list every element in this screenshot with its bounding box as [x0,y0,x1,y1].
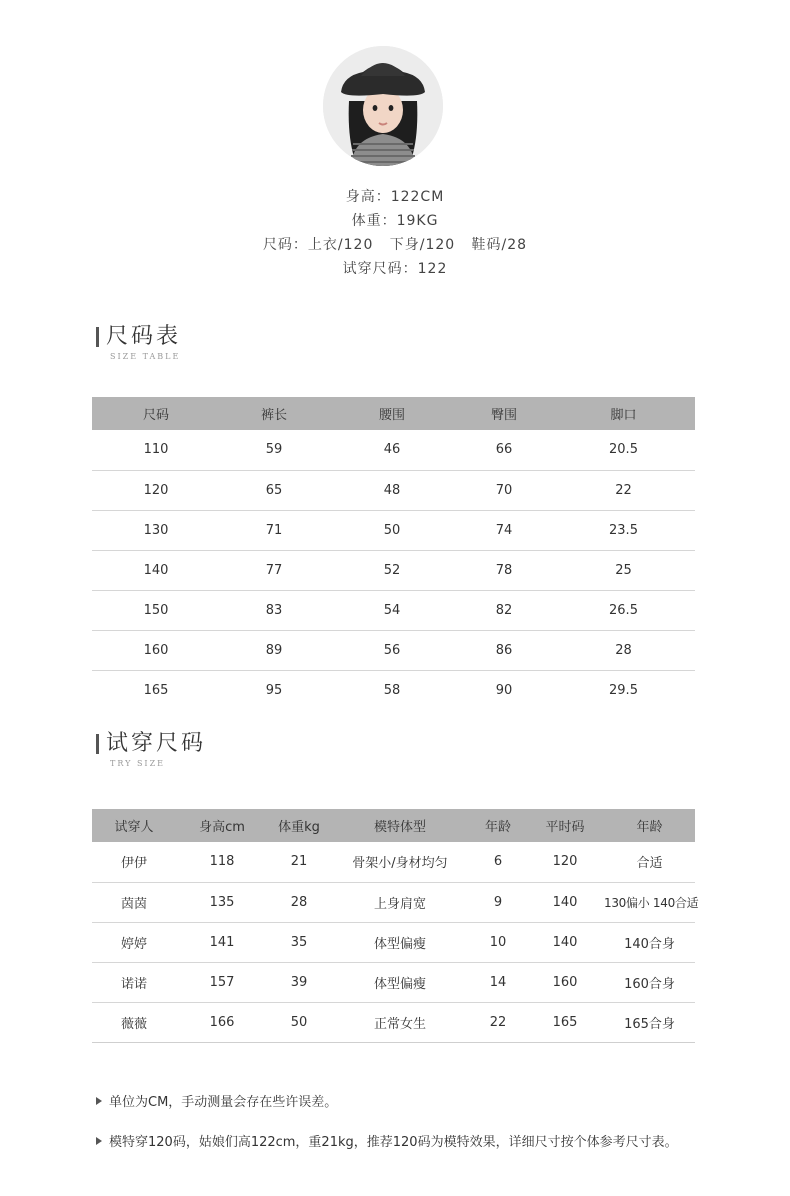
cell: 160 [526,962,604,1002]
cell: 26.5 [552,590,695,630]
cell: 165合身 [604,1002,695,1042]
cell: 140 [526,922,604,962]
cell: 74 [456,510,552,550]
trial-table [92,809,699,1043]
cell: 22 [470,1002,526,1042]
size-col-size: 尺码 [92,397,220,430]
cell: 50 [268,1002,330,1042]
cell: 59 [220,430,328,470]
size-table-header-row [92,397,695,430]
cell: 166 [176,1002,268,1042]
model-height: 身高：122CM [345,189,445,205]
cell: 83 [220,590,328,630]
size-table-title: 尺码表 [106,324,182,349]
cell: 141 [176,922,268,962]
cell: 28 [552,630,695,670]
cell: 165 [143,682,169,698]
cell: 正常女生 [330,1002,470,1042]
cell: 120 [92,470,220,510]
cell: 71 [220,510,328,550]
cell: 合适 [604,842,695,882]
cell: 诺诺 [92,962,176,1002]
trial-col-usual-size: 平时码 [526,809,604,842]
cell: 118 [176,842,268,882]
cell: 骨架小/身材均匀 [330,842,470,882]
cell: 39 [268,962,330,1002]
cell: 婷婷 [92,922,176,962]
cell: 157 [176,962,268,1002]
cell: 140合身 [604,922,695,962]
note-text: 模特穿120码，姑娘们高122cm，重21kg，推荐120码为模特效果，详细尺寸按个体参考尺寸表。 [109,1135,678,1150]
model-info [0,185,790,281]
table-row [92,470,695,510]
triangle-bullet-icon [96,1137,102,1145]
size-table [92,397,695,710]
cell: 伊伊 [92,842,176,882]
size-col-hem: 脚口 [552,397,695,430]
cell: 46 [328,430,456,470]
note-item [96,1091,337,1110]
trial-col-body-type: 模特体型 [330,809,470,842]
cell: 茵茵 [92,882,176,922]
cell: 56 [328,630,456,670]
cell: 78 [456,550,552,590]
cell: 6 [470,842,526,882]
cell: 上身肩宽 [330,882,470,922]
cell: 10 [470,922,526,962]
cell: 20.5 [552,430,695,470]
note-text: 单位为CM，手动测量会存在些许误差。 [109,1095,338,1110]
table-row [92,922,695,962]
trial-table-subtitle: TRY SIZE [110,759,165,768]
cell: 66 [456,430,552,470]
note-item [96,1131,678,1150]
model-weight: 体重：19KG [351,213,439,229]
table-row [92,842,695,882]
trial-col-weight: 体重kg [268,809,330,842]
table-row [92,550,695,590]
cell: 23.5 [552,510,695,550]
trial-col-person: 试穿人 [92,809,176,842]
cell: 160 [92,630,220,670]
trial-col-height: 身高cm [176,809,268,842]
cell: 35 [268,922,330,962]
cell: 86 [456,630,552,670]
cell: 54 [328,590,456,630]
cell: 28 [268,882,330,922]
cell: 140 [92,550,220,590]
cell: 50 [328,510,456,550]
cell: 9 [470,882,526,922]
cell: 120 [526,842,604,882]
size-col-hip: 臀围 [456,397,552,430]
heading-bar [96,734,99,754]
cell: 22 [552,470,695,510]
table-row [92,882,695,922]
cell: 薇薇 [92,1002,176,1042]
cell: 21 [268,842,330,882]
table-row [92,590,695,630]
size-col-waist: 腰围 [328,397,456,430]
cell: 165 [526,1002,604,1042]
trial-table-title: 试穿尺码 [106,731,207,756]
cell: 体型偏瘦 [330,922,470,962]
table-row [92,430,695,470]
table-row [92,670,695,710]
model-sizes: 尺码：上衣/120 下身/120 鞋码/28 [262,237,528,253]
size-col-length: 裤长 [220,397,328,430]
model-trial-size: 试穿尺码：122 [342,261,448,277]
cell: 14 [470,962,526,1002]
cell: 110 [92,430,220,470]
cell: 90 [495,682,513,698]
table-row [92,510,695,550]
cell: 150 [92,590,220,630]
table-row [92,1002,695,1042]
table-row [92,630,695,670]
size-table-subtitle: SIZE TABLE [110,352,181,361]
trial-table-header-row [92,809,695,842]
trial-col-age: 年龄 [470,809,526,842]
model-photo-illustration [323,46,443,166]
cell: 95 [265,682,283,698]
cell: 52 [328,550,456,590]
cell: 29.5 [609,682,638,698]
cell: 65 [220,470,328,510]
model-avatar [323,46,443,166]
cell: 25 [552,550,695,590]
heading-bar [96,327,99,347]
trial-col-fit: 年龄 [604,809,695,842]
cell: 48 [328,470,456,510]
cell: 135 [176,882,268,922]
cell: 82 [456,590,552,630]
cell: 140 [526,882,604,922]
cell: 77 [220,550,328,590]
triangle-bullet-icon [96,1097,102,1105]
cell: 体型偏瘦 [330,962,470,1002]
table-row [92,962,695,1002]
cell: 70 [456,470,552,510]
cell: 58 [383,682,401,698]
cell: 130偏小 140合适 [604,882,695,922]
cell: 89 [220,630,328,670]
cell: 160合身 [604,962,695,1002]
cell: 130 [92,510,220,550]
